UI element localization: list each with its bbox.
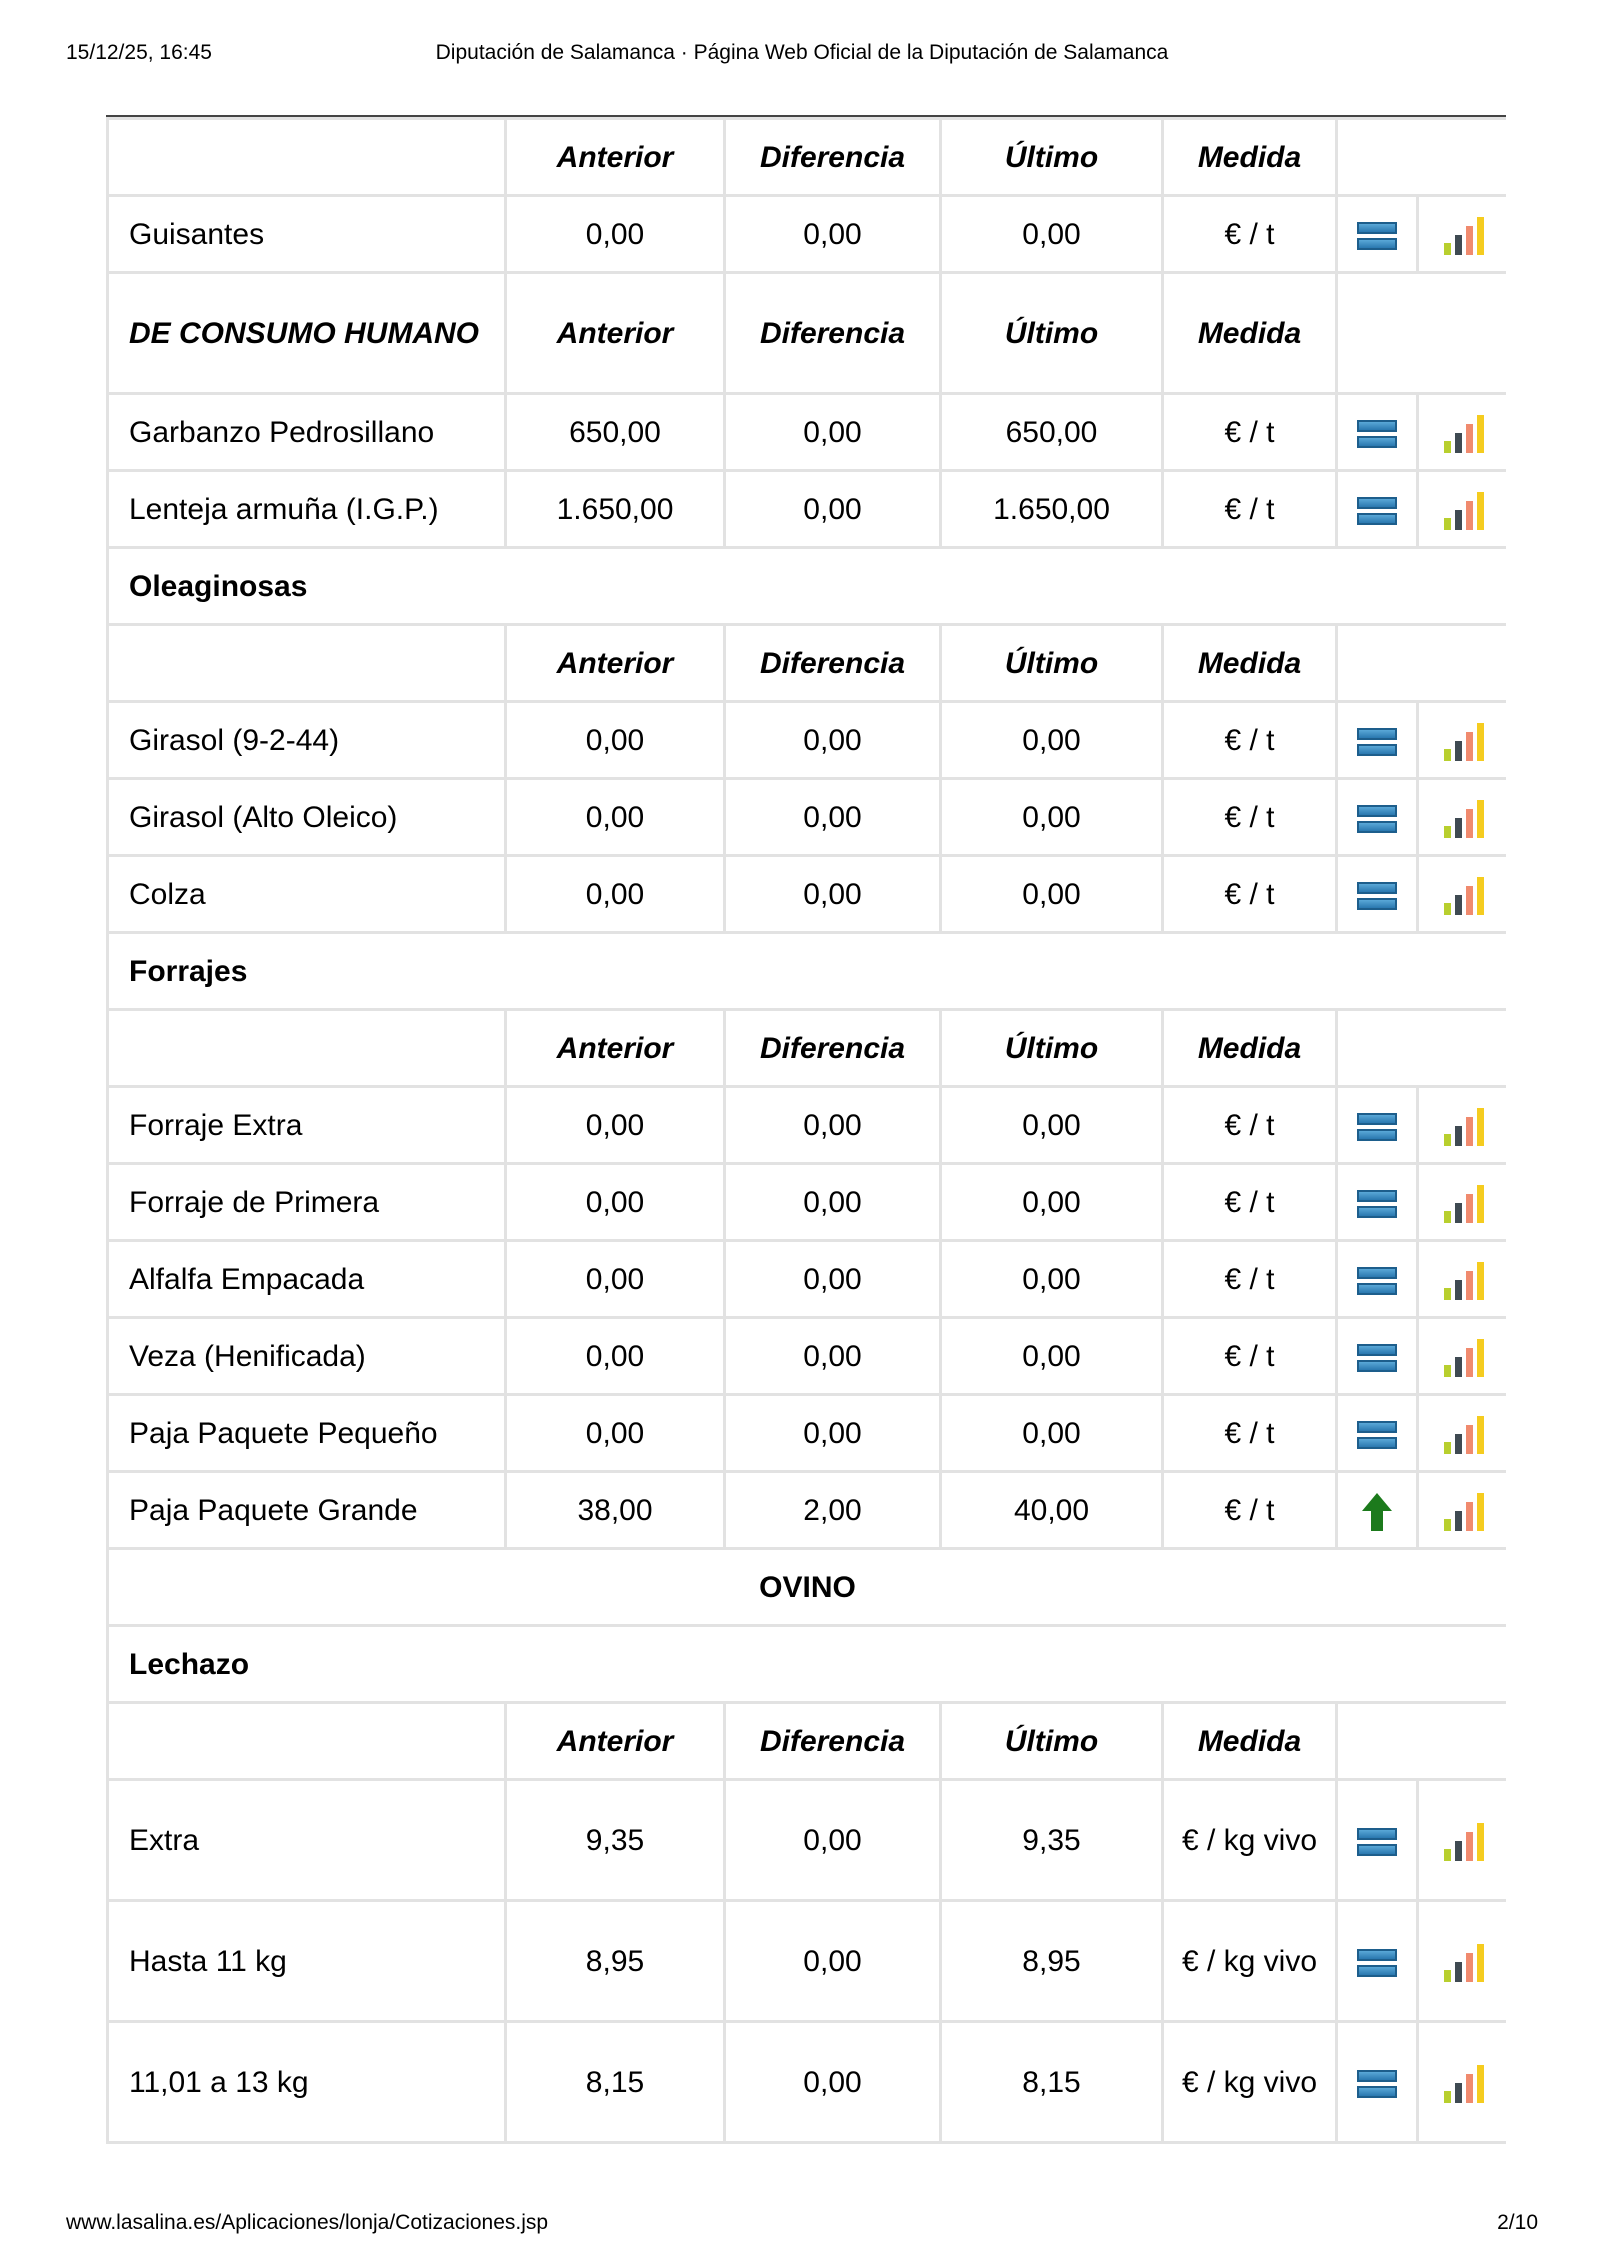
product-name: Girasol (9-2-44)	[108, 702, 506, 779]
table-row	[108, 2022, 1507, 2143]
value-diferencia: 0,00	[725, 1241, 941, 1318]
trend-cell	[1337, 196, 1418, 273]
value-medida: € / t	[1163, 471, 1337, 548]
header-ultimo: Último	[941, 1010, 1163, 1087]
table-row	[108, 779, 1507, 856]
value-anterior: 1.650,00	[506, 471, 725, 548]
value-diferencia: 0,00	[725, 1901, 941, 2022]
bar-chart-icon[interactable]	[1442, 217, 1484, 255]
value-ultimo: 8,95	[941, 1901, 1163, 2022]
header-icons-empty	[1337, 1010, 1507, 1087]
product-name: Hasta 11 kg	[108, 1901, 506, 2022]
value-medida: € / t	[1163, 1395, 1337, 1472]
value-anterior: 650,00	[506, 394, 725, 471]
value-anterior: 0,00	[506, 779, 725, 856]
value-anterior: 0,00	[506, 702, 725, 779]
value-diferencia: 0,00	[725, 1318, 941, 1395]
group-header-row	[108, 273, 1507, 394]
trend-cell	[1337, 1318, 1418, 1395]
product-name: Guisantes	[108, 196, 506, 273]
trend-cell	[1337, 1472, 1418, 1549]
product-name: Forraje Extra	[108, 1087, 506, 1164]
equal-trend-icon	[1357, 1947, 1397, 1979]
equal-trend-icon	[1357, 1188, 1397, 1220]
header-diferencia: Diferencia	[725, 273, 941, 394]
trend-cell	[1337, 856, 1418, 933]
table-row	[108, 1780, 1507, 1901]
equal-trend-icon	[1357, 220, 1397, 252]
value-anterior: 0,00	[506, 1395, 725, 1472]
header-icons-empty	[1337, 273, 1507, 394]
table-row	[108, 702, 1507, 779]
product-name: Alfalfa Empacada	[108, 1241, 506, 1318]
value-medida: € / kg vivo	[1163, 1901, 1337, 2022]
prices-table	[106, 117, 1506, 2144]
section-row	[108, 1549, 1507, 1626]
header-row	[108, 1703, 1507, 1780]
equal-trend-icon	[1357, 1419, 1397, 1451]
value-ultimo: 0,00	[941, 856, 1163, 933]
chart-cell[interactable]	[1418, 1164, 1507, 1241]
value-anterior: 0,00	[506, 1087, 725, 1164]
header-anterior: Anterior	[506, 273, 725, 394]
bar-chart-icon[interactable]	[1442, 723, 1484, 761]
section-ovino: OVINO	[108, 1549, 1507, 1626]
bar-chart-icon[interactable]	[1442, 1416, 1484, 1454]
product-name: Colza	[108, 856, 506, 933]
trend-cell	[1337, 1780, 1418, 1901]
value-medida: € / t	[1163, 1472, 1337, 1549]
header-diferencia: Diferencia	[725, 119, 941, 196]
bar-chart-icon[interactable]	[1442, 1108, 1484, 1146]
equal-trend-icon	[1357, 418, 1397, 450]
value-ultimo: 650,00	[941, 394, 1163, 471]
bar-chart-icon[interactable]	[1442, 1493, 1484, 1531]
product-name: Girasol (Alto Oleico)	[108, 779, 506, 856]
equal-trend-icon	[1357, 2068, 1397, 2100]
trend-cell	[1337, 394, 1418, 471]
value-medida: € / t	[1163, 1241, 1337, 1318]
product-name: Paja Paquete Grande	[108, 1472, 506, 1549]
group-row	[108, 1626, 1507, 1703]
value-ultimo: 0,00	[941, 1164, 1163, 1241]
chart-cell[interactable]	[1418, 1395, 1507, 1472]
value-medida: € / kg vivo	[1163, 1780, 1337, 1901]
header-diferencia: Diferencia	[725, 625, 941, 702]
value-medida: € / t	[1163, 702, 1337, 779]
table-row	[108, 1318, 1507, 1395]
header-icons-empty	[1337, 119, 1507, 196]
print-footer	[66, 2208, 1538, 2238]
value-medida: € / t	[1163, 1164, 1337, 1241]
header-row	[108, 1010, 1507, 1087]
value-ultimo: 9,35	[941, 1780, 1163, 1901]
header-icons-empty	[1337, 625, 1507, 702]
header-anterior: Anterior	[506, 1703, 725, 1780]
equal-trend-icon	[1357, 495, 1397, 527]
bar-chart-icon[interactable]	[1442, 1944, 1484, 1982]
bar-chart-icon[interactable]	[1442, 492, 1484, 530]
table-row	[108, 1241, 1507, 1318]
equal-trend-icon	[1357, 803, 1397, 835]
header-medida: Medida	[1163, 625, 1337, 702]
value-diferencia: 0,00	[725, 1087, 941, 1164]
header-anterior: Anterior	[506, 119, 725, 196]
header-empty	[108, 1010, 506, 1087]
value-anterior: 8,95	[506, 1901, 725, 2022]
bar-chart-icon[interactable]	[1442, 2065, 1484, 2103]
table-row	[108, 1164, 1507, 1241]
bar-chart-icon[interactable]	[1442, 1823, 1484, 1861]
table-row	[108, 1395, 1507, 1472]
product-name: Veza (Henificada)	[108, 1318, 506, 1395]
equal-trend-icon	[1357, 1111, 1397, 1143]
print-header	[66, 38, 1538, 68]
value-diferencia: 0,00	[725, 779, 941, 856]
header-medida: Medida	[1163, 1703, 1337, 1780]
value-diferencia: 0,00	[725, 1395, 941, 1472]
group-lechazo: Lechazo	[108, 1626, 1507, 1703]
trend-cell	[1337, 1241, 1418, 1318]
chart-cell[interactable]	[1418, 1241, 1507, 1318]
value-ultimo: 40,00	[941, 1472, 1163, 1549]
header-anterior: Anterior	[506, 625, 725, 702]
header-medida: Medida	[1163, 1010, 1337, 1087]
bar-chart-icon[interactable]	[1442, 877, 1484, 915]
group-consumo-humano: DE CONSUMO HUMANO	[108, 273, 506, 394]
trend-cell	[1337, 702, 1418, 779]
product-name: 11,01 a 13 kg	[108, 2022, 506, 2143]
equal-trend-icon	[1357, 1826, 1397, 1858]
group-forrajes: Forrajes	[108, 933, 1507, 1010]
header-ultimo: Último	[941, 119, 1163, 196]
header-ultimo: Último	[941, 273, 1163, 394]
product-name: Lenteja armuña (I.G.P.)	[108, 471, 506, 548]
table-row	[108, 1087, 1507, 1164]
trend-cell	[1337, 471, 1418, 548]
value-medida: € / t	[1163, 779, 1337, 856]
value-ultimo: 0,00	[941, 1395, 1163, 1472]
trend-cell	[1337, 1164, 1418, 1241]
equal-trend-icon	[1357, 1265, 1397, 1297]
chart-cell[interactable]	[1418, 2022, 1507, 2143]
header-empty	[108, 119, 506, 196]
chart-cell[interactable]	[1418, 471, 1507, 548]
header-ultimo: Último	[941, 1703, 1163, 1780]
value-diferencia: 0,00	[725, 471, 941, 548]
value-ultimo: 0,00	[941, 702, 1163, 779]
value-anterior: 8,15	[506, 2022, 725, 2143]
group-oleaginosas: Oleaginosas	[108, 548, 1507, 625]
header-empty	[108, 625, 506, 702]
equal-trend-icon	[1357, 880, 1397, 912]
value-diferencia: 0,00	[725, 1780, 941, 1901]
value-ultimo: 0,00	[941, 779, 1163, 856]
product-name: Paja Paquete Pequeño	[108, 1395, 506, 1472]
value-diferencia: 0,00	[725, 394, 941, 471]
header-medida: Medida	[1163, 119, 1337, 196]
prices-table-container	[106, 115, 1506, 2155]
trend-cell	[1337, 1395, 1418, 1472]
value-diferencia: 2,00	[725, 1472, 941, 1549]
table-row	[108, 1472, 1507, 1549]
value-diferencia: 0,00	[725, 702, 941, 779]
value-diferencia: 0,00	[725, 1164, 941, 1241]
equal-trend-icon	[1357, 1342, 1397, 1374]
value-anterior: 0,00	[506, 1164, 725, 1241]
value-ultimo: 0,00	[941, 196, 1163, 273]
equal-trend-icon	[1357, 726, 1397, 758]
value-medida: € / t	[1163, 856, 1337, 933]
chart-cell[interactable]	[1418, 196, 1507, 273]
value-anterior: 0,00	[506, 1318, 725, 1395]
bar-chart-icon[interactable]	[1442, 1262, 1484, 1300]
value-anterior: 0,00	[506, 196, 725, 273]
value-ultimo: 1.650,00	[941, 471, 1163, 548]
trend-cell	[1337, 1087, 1418, 1164]
print-page-number: 2/10	[1497, 2211, 1538, 2234]
group-row	[108, 548, 1507, 625]
value-medida: € / t	[1163, 1087, 1337, 1164]
value-ultimo: 0,00	[941, 1087, 1163, 1164]
chart-cell[interactable]	[1418, 1087, 1507, 1164]
chart-cell[interactable]	[1418, 702, 1507, 779]
chart-cell[interactable]	[1418, 1780, 1507, 1901]
value-ultimo: 0,00	[941, 1318, 1163, 1395]
header-empty	[108, 1703, 506, 1780]
header-ultimo: Último	[941, 625, 1163, 702]
value-medida: € / t	[1163, 196, 1337, 273]
header-icons-empty	[1337, 1703, 1507, 1780]
chart-cell[interactable]	[1418, 1472, 1507, 1549]
product-name: Forraje de Primera	[108, 1164, 506, 1241]
print-page-title: Diputación de Salamanca · Página Web Oficial de la Diputación de Salamanca	[435, 41, 1169, 64]
value-medida: € / t	[1163, 394, 1337, 471]
value-anterior: 0,00	[506, 856, 725, 933]
value-medida: € / t	[1163, 1318, 1337, 1395]
print-url: www.lasalina.es/Aplicaciones/lonja/Cotizaciones.jsp	[66, 2211, 549, 2234]
product-name: Garbanzo Pedrosillano	[108, 394, 506, 471]
header-row	[108, 119, 1507, 196]
table-row	[108, 394, 1507, 471]
header-diferencia: Diferencia	[725, 1010, 941, 1087]
header-medida: Medida	[1163, 273, 1337, 394]
value-medida: € / kg vivo	[1163, 2022, 1337, 2143]
chart-cell[interactable]	[1418, 1318, 1507, 1395]
value-anterior: 0,00	[506, 1241, 725, 1318]
trend-cell	[1337, 1901, 1418, 2022]
value-ultimo: 8,15	[941, 2022, 1163, 2143]
chart-cell[interactable]	[1418, 856, 1507, 933]
value-ultimo: 0,00	[941, 1241, 1163, 1318]
group-row	[108, 933, 1507, 1010]
bar-chart-icon[interactable]	[1442, 1339, 1484, 1377]
bar-chart-icon[interactable]	[1442, 800, 1484, 838]
header-row	[108, 625, 1507, 702]
table-row	[108, 856, 1507, 933]
bar-chart-icon[interactable]	[1442, 1185, 1484, 1223]
product-name: Extra	[108, 1780, 506, 1901]
table-row	[108, 1901, 1507, 2022]
print-datetime: 15/12/25, 16:45	[66, 41, 212, 64]
up-arrow-icon	[1362, 1493, 1392, 1531]
trend-cell	[1337, 779, 1418, 856]
table-row	[108, 471, 1507, 548]
chart-cell[interactable]	[1418, 779, 1507, 856]
chart-cell[interactable]	[1418, 1901, 1507, 2022]
header-diferencia: Diferencia	[725, 1703, 941, 1780]
bar-chart-icon[interactable]	[1442, 415, 1484, 453]
value-anterior: 38,00	[506, 1472, 725, 1549]
value-diferencia: 0,00	[725, 2022, 941, 2143]
value-diferencia: 0,00	[725, 856, 941, 933]
header-anterior: Anterior	[506, 1010, 725, 1087]
table-row	[108, 196, 1507, 273]
value-anterior: 9,35	[506, 1780, 725, 1901]
chart-cell[interactable]	[1418, 394, 1507, 471]
value-diferencia: 0,00	[725, 196, 941, 273]
trend-cell	[1337, 2022, 1418, 2143]
